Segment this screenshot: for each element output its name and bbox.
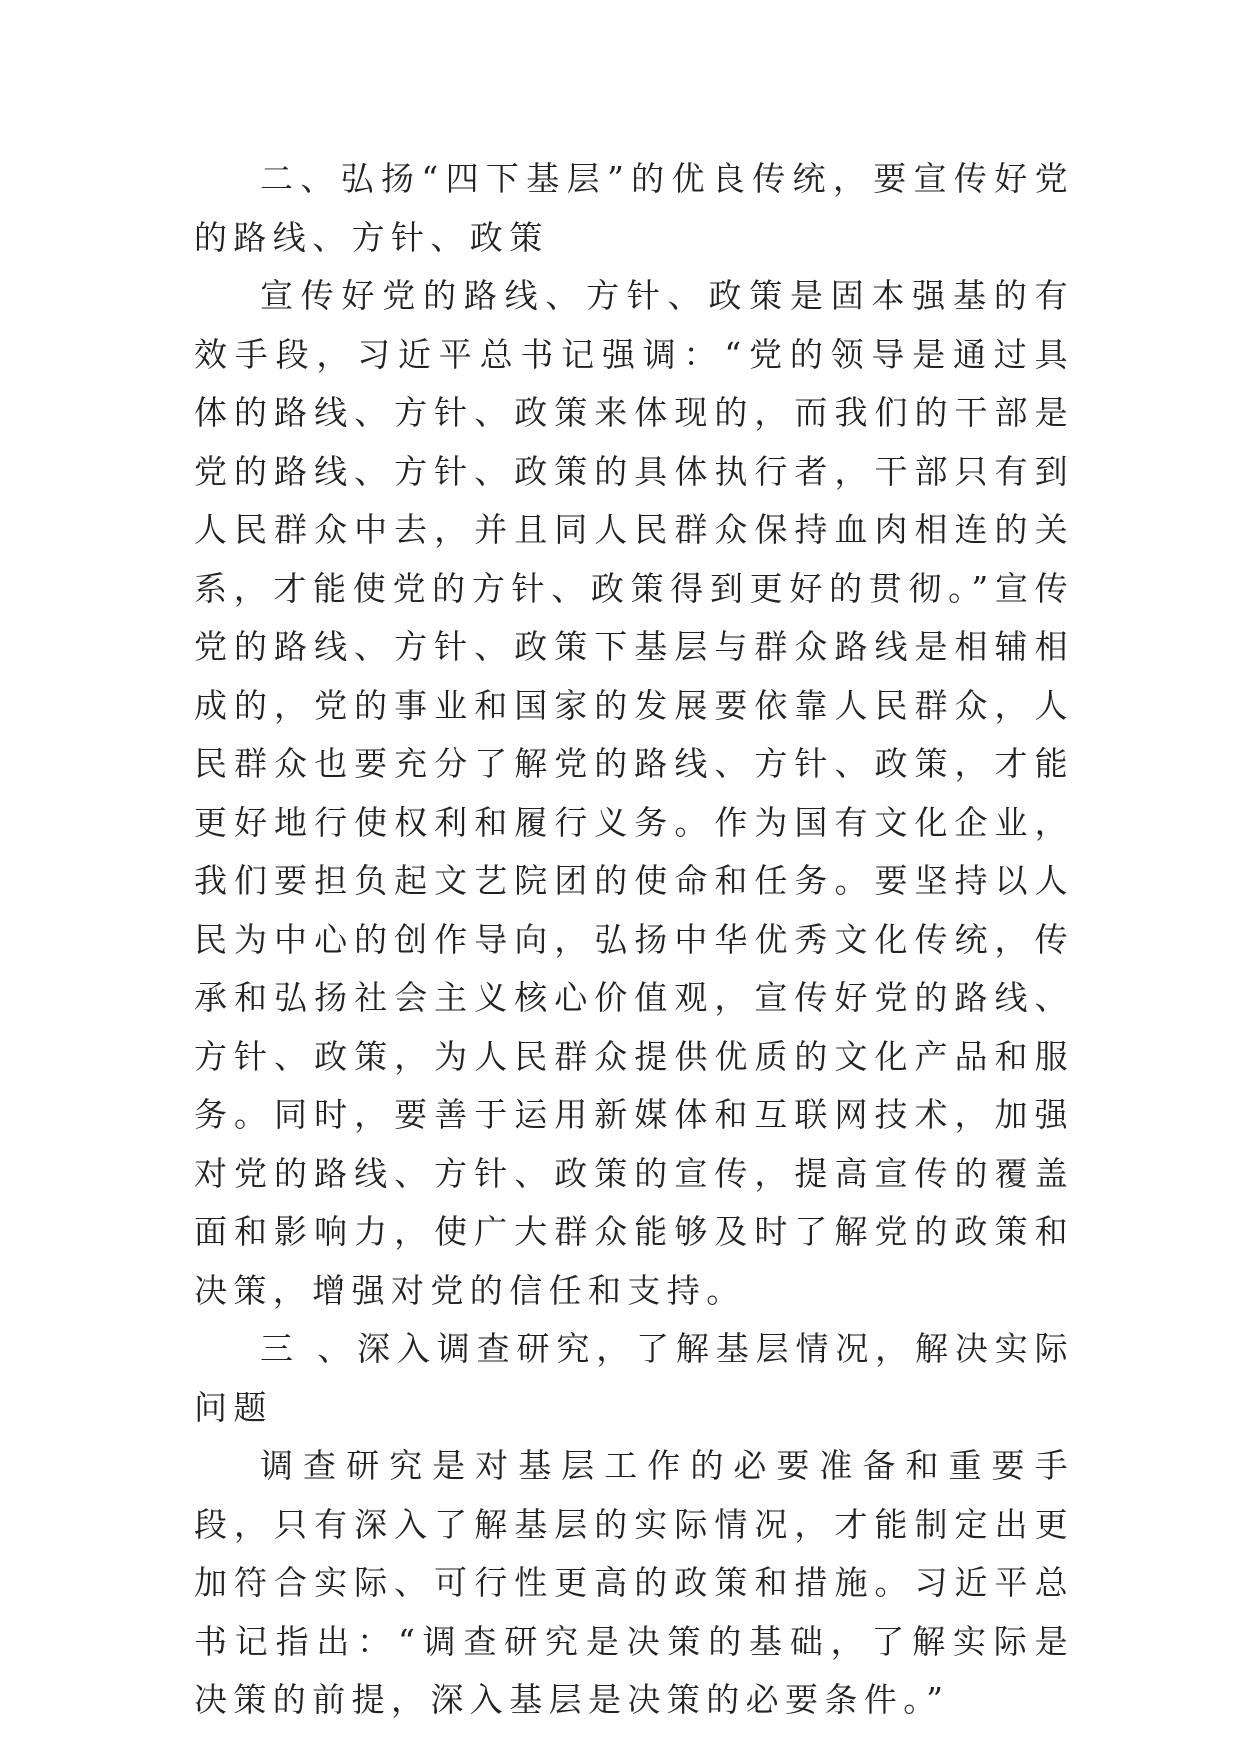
section-heading-2: 二、弘扬“四下基层”的优良传统，要宣传好党的路线、方针、政策 xyxy=(194,159,1074,257)
section-paragraph-3: 调查研究是对基层工作的必要准备和重要手段，只有深入了解基层的实际情况，才能制定出更加符合实际、可行性更高的政策和措施。习近平总书记指出：“调查研究是决策的基础，了解实际是决策的前提，深入基层是决策的必要条件。” xyxy=(194,1446,1074,1719)
document-body xyxy=(194,150,1074,1730)
section-heading-3: 三 、深入调查研究，了解基层情况，解决实际问题 xyxy=(194,1329,1074,1427)
section-paragraph-2: 宣传好党的路线、方针、政策是固本强基的有效手段，习近平总书记强调：“党的领导是通过具体的路线、方针、政策来体现的，而我们的干部是党的路线、方针、政策的具体执行者，干部只有到人民群众中去，并且同人民群众保持血肉相连的关系，才能使党的方针、政策得到更好的贯彻。”宣传党的路线、方针、政策下基层与群众路线是相辅相成的，党的事业和国家的发展要依靠人民群众，人民群众也要充分了解党的路线、方针、政策，才能更好地行使权利和履行义务。作为国有文化企业，我们要担负起文艺院团的使命和任务。要坚持以人民为中心的创作导向，弘扬中华优秀文化传统，传承和弘扬社会主义核心价值观，宣传好党的路线、方针、政策，为人民群众提供优质的文化产品和服务。同时，要善于运用新媒体和互联网技术，加强对党的路线、方针、政策的宣传，提高宣传的覆盖面和影响力，使广大群众能够及时了解党的政策和决策，增强对党的信任和支持。 xyxy=(194,276,1074,1310)
